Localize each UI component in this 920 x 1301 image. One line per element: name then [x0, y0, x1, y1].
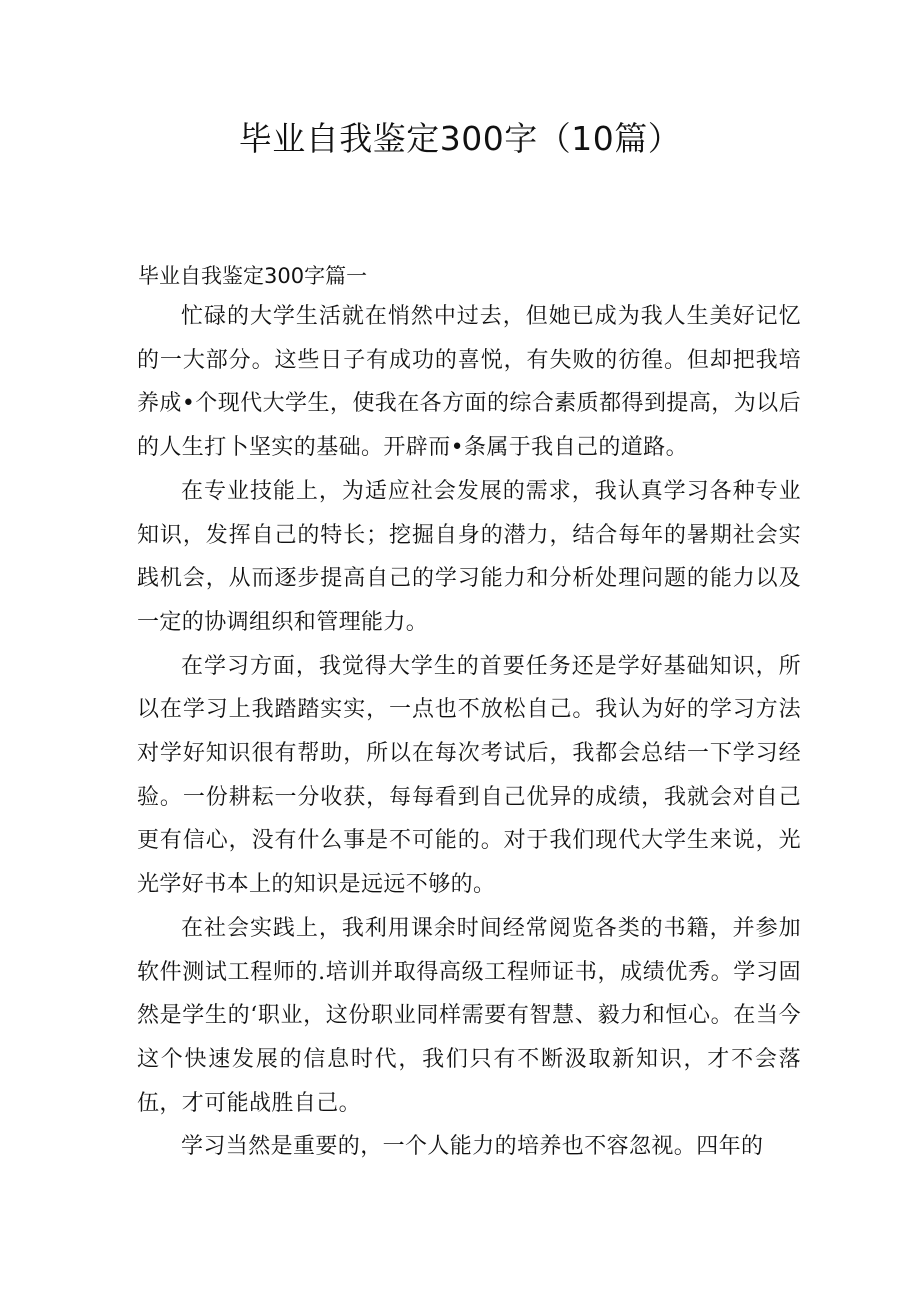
paragraph: 忙碌的大学生活就在悄然中过去，但她已成为我人生美好记忆的一大部分。这些日子有成功的喜悦，有失败的彷徨。但却把我培养成•个现代大学生，使我在各方面的综合素质都得到提高，为以后的人生打卜坚实的基础。开辟而•条属于我自己的道路。 — [137, 304, 801, 461]
document-body — [137, 295, 801, 1169]
paragraph: 在学习方面，我觉得大学生的首要任务还是学好基础知识，所以在学习上我踏踏实实，一点也不放松自己。我认为好的学习方法对学好知识很有帮助，所以在每次考试后，我都会总结一下学习经验。一份耕耘一分收获，每每看到自己优异的成绩，我就会对自己更有信心，没有什么事是不可能的。对于我们现代大学生来说，光光学好书本上的知识是远远不够的。 — [137, 653, 801, 898]
section-heading: 毕业自我鉴定300字篇一 — [138, 264, 368, 288]
paragraph: 在专业技能上，为适应社会发展的需求，我认真学习各种专业知识，发挥自己的特长；挖掘自身的潜力，结合每年的暑期社会实践机会，从而逐步提高自己的学习能力和分析处理问题的能力以及一定的协调组织和管理能力。 — [137, 478, 801, 635]
document-title: 毕业自我鉴定300字（10篇） — [238, 119, 682, 158]
paragraph: 在社会实践上，我利用课余时间经常阅览各类的书籍，并参加软件测试工程师的.培训并取得高级工程师证书，成绩优秀。学习固然是学生的‘职业，这份职业同样需要有智慧、毅力和恒心。在当今这个快速发展的信息时代，我们只有不断汲取新知识，才不会落伍，才可能战胜自己。 — [137, 915, 801, 1116]
paragraph: 学习当然是重要的，一个人能力的培养也不容忽视。四年的 — [181, 1134, 764, 1160]
